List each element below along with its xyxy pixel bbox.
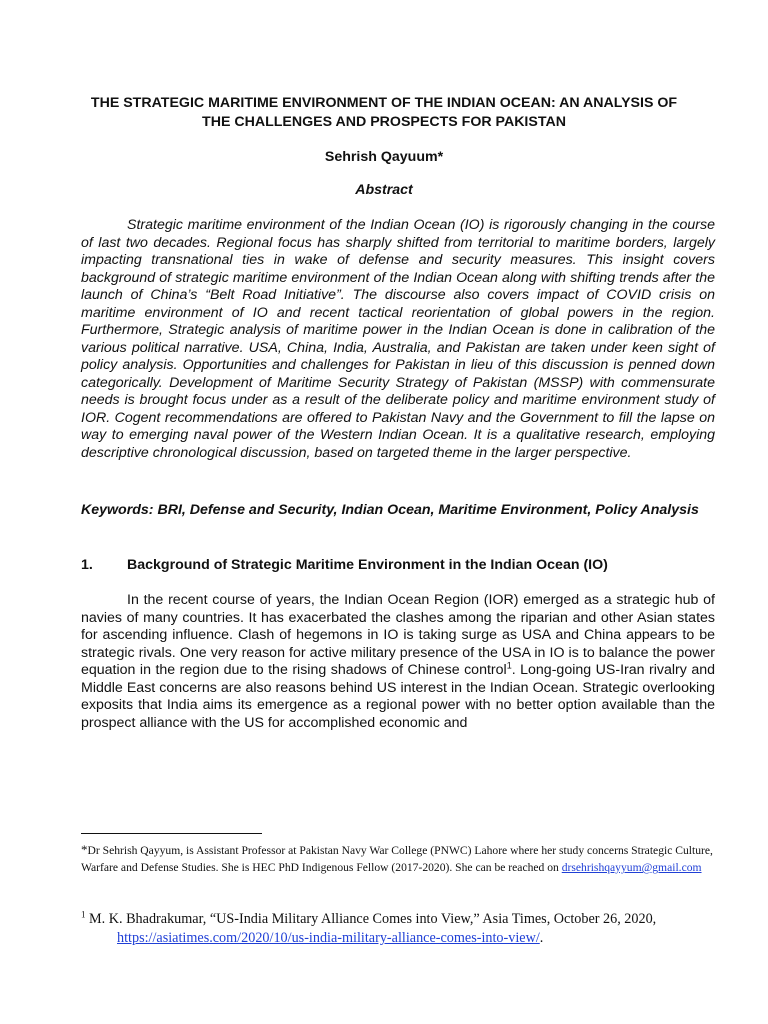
paragraph-part-1: In the recent course of years, the Indian Ocean Region (IOR) emerged as a strategic hub of navies of many countries. It has exacerbated the clashes among the riparian and other Asian states for ascending influence. Clash of hegemons in IO is taking surge as USA and China appears to be strategic rivals. One very reason for active military presence of the USA in IO is to balance the power equation in the region due to the rising shadows of Chinese control	[81, 592, 715, 678]
section-number: 1.	[81, 557, 93, 573]
footnote-1	[81, 910, 721, 948]
footnote-1-text: M. K. Bhadrakumar, “US-India Military Alliance Comes into View,” Asia Times, October 26, 2020,	[85, 911, 657, 927]
abstract-heading: Abstract	[355, 182, 413, 198]
footnote-author-text: Dr Sehrish Qayyum, is Assistant Professor at Pakistan Navy War College (PNWC) Lahore where her study concerns Strategic Culture, Warfare and Defense Studies. She is HEC PhD Indigenous Fellow (2017-2020). She can be reached on	[81, 844, 713, 874]
author-name: Sehrish Qayuum*	[324, 149, 444, 165]
footnote-1-url-line	[81, 929, 721, 948]
footnote-star-mark: *	[81, 842, 88, 857]
title-line-1: THE STRATEGIC MARITIME ENVIRONMENT OF THE INDIAN OCEAN: AN ANALYSIS OF	[90, 95, 678, 111]
footnote-ref-1[interactable]: 1	[506, 660, 512, 671]
footnote-divider	[81, 833, 262, 834]
section-title: Background of Strategic Maritime Environment in the Indian Ocean (IO)	[127, 557, 608, 573]
footnote-1-url-link[interactable]: https://asiatimes.com/2020/10/us-india-military-alliance-comes-into-view/	[117, 930, 540, 946]
footnote-author	[81, 841, 721, 876]
title-line-2: THE CHALLENGES AND PROSPECTS FOR PAKISTAN	[202, 114, 566, 130]
paragraph-part-2: . Long-going US-Iran rivalry and Middle East concerns are also reasons behind US interest in the Indian Ocean. Strategic overlooking exposits that India aims its emergence as a regional power with no better option available than the prospect alliance with the US for accomplished economic and	[81, 662, 716, 731]
section-1-paragraph	[81, 592, 715, 732]
footnote-1-mark: 1	[81, 909, 86, 920]
footnote-1-end: .	[539, 930, 544, 946]
keywords: Keywords: BRI, Defense and Security, Indian Ocean, Maritime Environment, Policy Analysis	[81, 502, 699, 518]
abstract-text: Strategic maritime environment of the Indian Ocean (IO) is rigorously changing in the course of last two decades. Regional focus has sharply shifted from territorial to maritime borders, largely impacting transnational ties in wake of defense and security measures. This insight covers background of strategic maritime environment of the Indian Ocean along with shifting trends after the launch of China’s “Belt Road Initiative”. The discourse also covers impact of COVID crisis on maritime environment of IO and recent tactical reorientation of global powers in the region. Furthermore, Strategic analysis of maritime power in the Indian Ocean is done in calibration of the various political narrative. USA, China, India, Australia, and Pakistan are taken under keen sight of policy analysis. Opportunities and challenges for Pakistan in lieu of this discussion is penned down categorically. Development of Maritime Security Strategy of Pakistan (MSSP) with commensurate needs is brought focus under as a result of the deliberate policy and maritime environment study of IOR. Cogent recommendations are offered to Pakistan Navy and the Government to fill the lapse on way to emerging naval power of the Western Indian Ocean. It is a qualitative research, employing descriptive chronological discussion, based on targeted theme in the larger perspective.	[81, 217, 715, 461]
paper-title	[70, 94, 698, 132]
author-email-link[interactable]: drsehrishqayyum@gmail.com	[561, 861, 702, 874]
